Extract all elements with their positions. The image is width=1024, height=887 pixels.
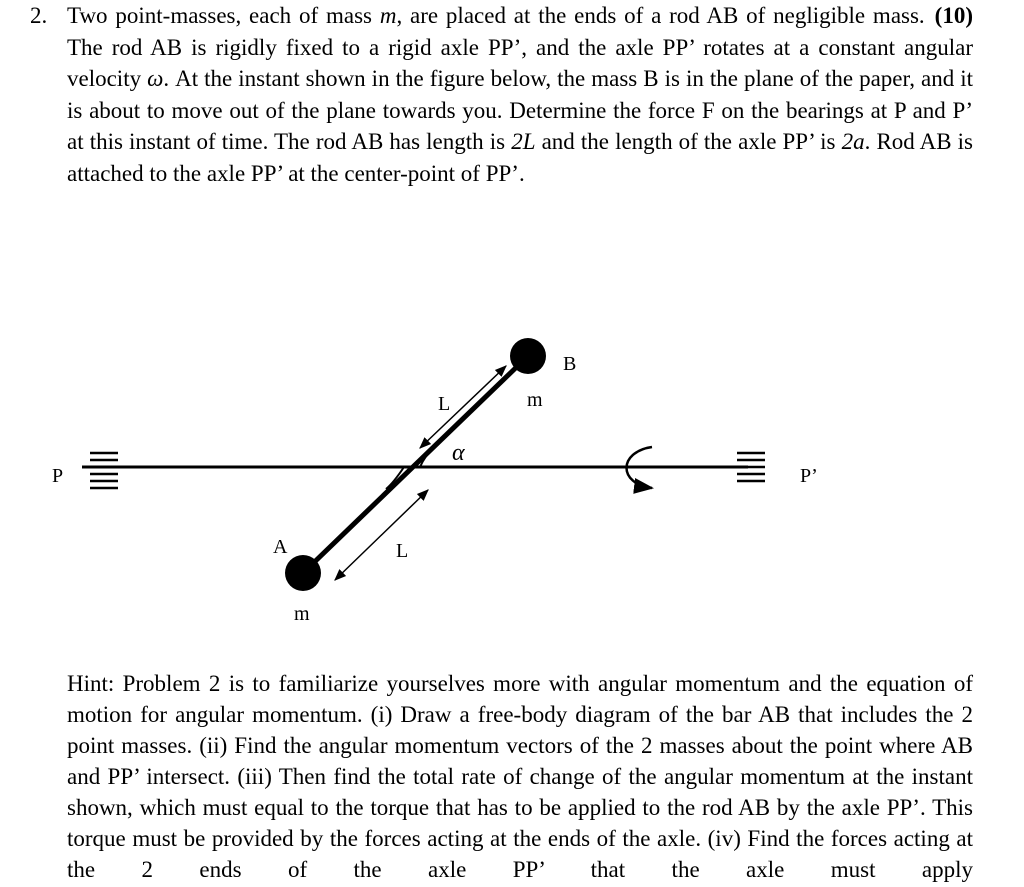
label-mass-b: m xyxy=(527,389,543,411)
mass-a xyxy=(285,555,321,591)
dimension-arrow-upper-l xyxy=(420,366,506,448)
label-a: A xyxy=(273,536,288,558)
label-l-upper: L xyxy=(438,393,451,415)
rod-ab xyxy=(303,356,528,573)
statement-part-5: . Rod AB is attached to the axle PP’ at the center-point of PP’. xyxy=(67,129,973,186)
rod-axle-diagram xyxy=(0,300,1024,640)
label-p: P xyxy=(52,465,64,487)
statement-part-1: Two point-masses, each of mass xyxy=(67,3,380,28)
rod-axle-figure xyxy=(0,300,1024,640)
label-p-prime: P’ xyxy=(800,465,818,487)
omega-symbol: ω xyxy=(147,66,164,91)
label-l-lower: L xyxy=(396,540,409,562)
mass-b xyxy=(510,338,546,374)
dimension-arrow-lower-l xyxy=(335,490,428,580)
statement-part-4: and the length of the axle PP’ is xyxy=(535,129,842,154)
bearing-p-icon xyxy=(90,453,118,488)
label-b: B xyxy=(563,353,577,375)
label-alpha: α xyxy=(452,440,465,466)
statement-part-2: , are placed at the ends of a rod AB of negligible mass. The rod AB is rigidly fixed to a rigid axle PP’, and the axle PP’ rotates at a constant angular velocity xyxy=(67,3,973,91)
problem-statement xyxy=(67,0,973,189)
axle-length-symbol: 2a xyxy=(841,129,865,154)
problem-number: 2. xyxy=(30,3,48,28)
points-value: (10) xyxy=(934,3,973,28)
hint-paragraph: Hint: Problem 2 is to familiarize yourselves more with angular momentum and the equation of motion for angular momentum. (i) Draw a free-body diagram of the bar AB that includes the 2 point masses. (ii) Find the angular momentum vectors of the 2 masses about the point where AB and PP’ intersect. (iii) Then find the total rate of change of the angular momentum at the instant shown, which must equal to the torque that has to be applied to the rod AB by the axle PP’. This torque must be provided by the forces acting at the ends of the axle. (iv) Find the forces acting at the 2 ends of the axle PP’ that the axle must apply xyxy=(67,671,973,882)
label-mass-a: m xyxy=(294,603,310,625)
mass-symbol-m: m xyxy=(379,3,397,28)
statement-part-3: . At the instant shown in the figure below, the mass B is in the plane of the paper, and it is about to move out of the plane towards you. Determine the force F on the bearings at P and P’ at this instant of time. The rod AB has length is xyxy=(67,66,973,154)
rod-length-symbol: 2L xyxy=(511,129,536,154)
